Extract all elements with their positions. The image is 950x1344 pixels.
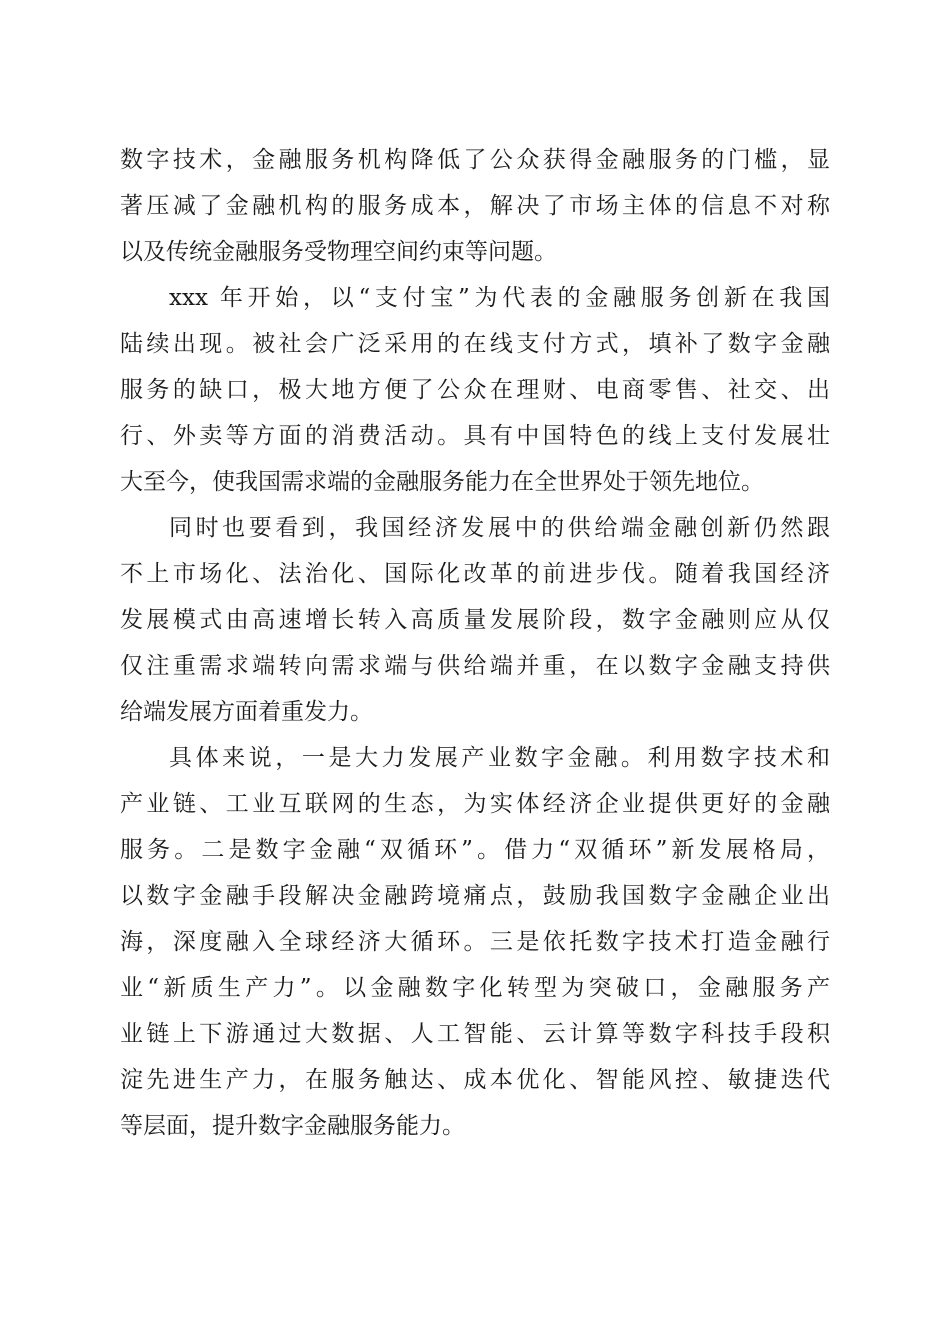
paragraph-2-line-1: xxx 年开始，以“支付宝”为代表的金融服务创新在我国: [169, 285, 830, 311]
paragraph-4-line-5: 海，深度融入全球经济大循环。三是依托数字技术打造金融行: [120, 929, 830, 955]
paragraph-3-line-5: 给端发展方面着重发力。: [120, 699, 373, 725]
paragraph-4-line-6: 业“新质生产力”。以金融数字化转型为突破口，金融服务产: [120, 975, 830, 1001]
paragraph-1-line-3: 以及传统金融服务受物理空间约束等问题。: [120, 239, 557, 265]
paragraph-2-line-4: 行、外卖等方面的消费活动。具有中国特色的线上支付发展壮: [120, 423, 830, 449]
paragraph-4-line-3: 服务。二是数字金融“双循环”。借力“双循环”新发展格局，: [120, 837, 830, 863]
paragraph-2-line-3: 服务的缺口，极大地方便了公众在理财、电商零售、社交、出: [120, 377, 830, 403]
paragraph-4-line-9: 等层面，提升数字金融服务能力。: [120, 1113, 465, 1139]
paragraph-3-line-2: 不上市场化、法治化、国际化改革的前进步伐。随着我国经济: [120, 561, 830, 587]
paragraph-2-line-5: 大至今，使我国需求端的金融服务能力在全世界处于领先地位。: [120, 469, 764, 495]
paragraph-4-line-2: 产业链、工业互联网的生态，为实体经济企业提供更好的金融: [120, 791, 830, 817]
paragraph-4-line-8: 淀先进生产力，在服务触达、成本优化、智能风控、敏捷迭代: [120, 1067, 830, 1093]
paragraph-1-line-1: 数字技术，金融服务机构降低了公众获得金融服务的门槛，显: [120, 147, 830, 173]
paragraph-4-line-1: 具体来说，一是大力发展产业数字金融。利用数字技术和: [169, 745, 830, 771]
paragraph-3-line-1: 同时也要看到，我国经济发展中的供给端金融创新仍然跟: [169, 515, 830, 541]
paragraph-3-line-4: 仅注重需求端转向需求端与供给端并重，在以数字金融支持供: [120, 653, 830, 679]
paragraph-4-line-4: 以数字金融手段解决金融跨境痛点，鼓励我国数字金融企业出: [120, 883, 830, 909]
paragraph-2-line-2: 陆续出现。被社会广泛采用的在线支付方式，填补了数字金融: [120, 331, 830, 357]
paragraph-1-line-2: 著压减了金融机构的服务成本，解决了市场主体的信息不对称: [120, 193, 830, 219]
paragraph-4-line-7: 业链上下游通过大数据、人工智能、云计算等数字科技手段积: [120, 1021, 830, 1047]
paragraph-3-line-3: 发展模式由高速增长转入高质量发展阶段，数字金融则应从仅: [120, 607, 830, 633]
